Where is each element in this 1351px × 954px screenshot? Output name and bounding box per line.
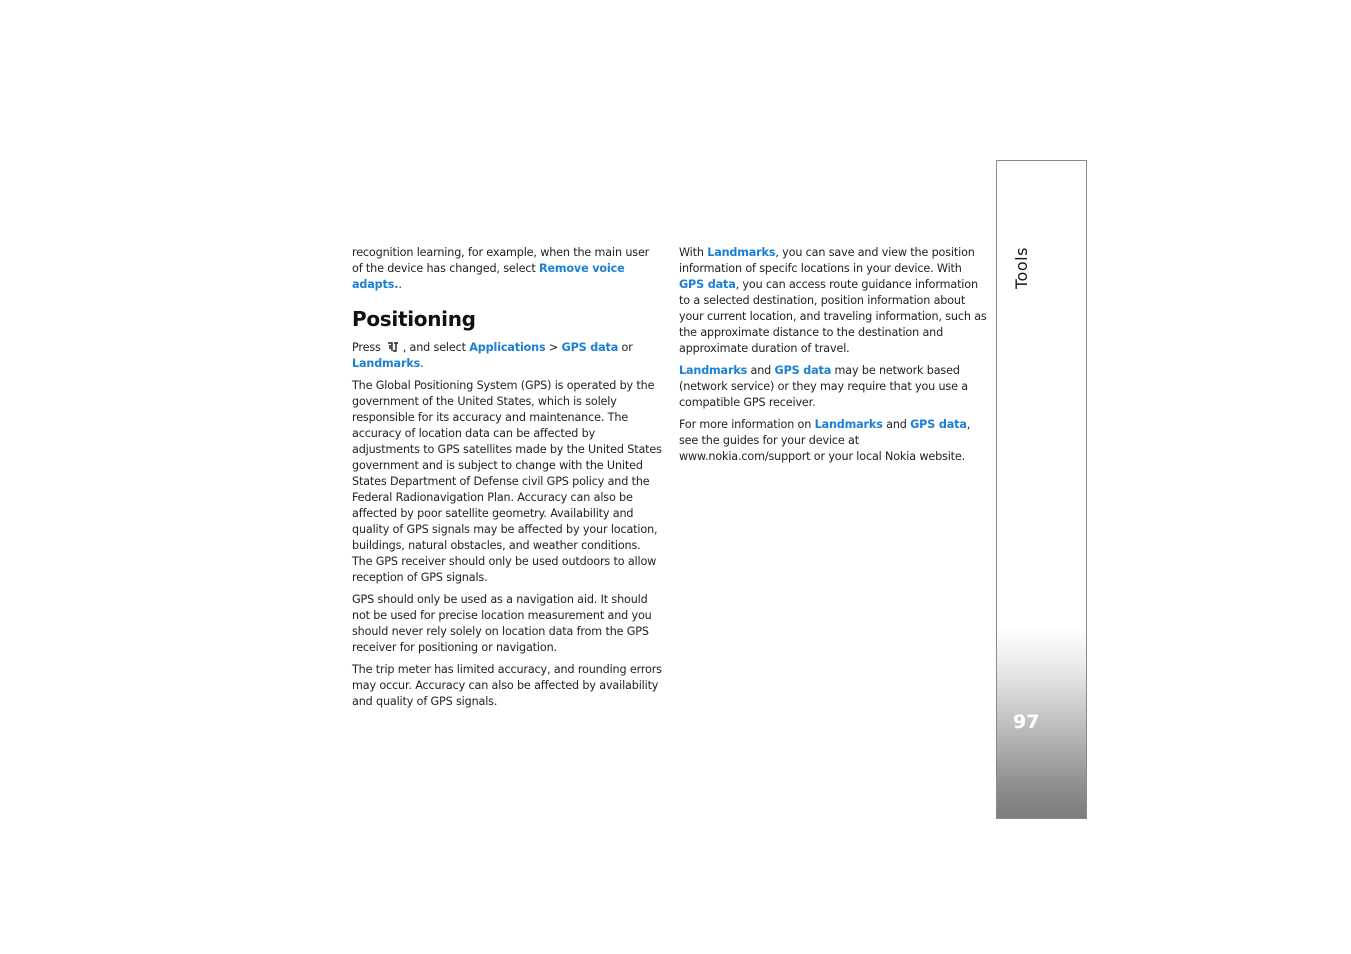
gps-data-description: , you can access route guidance information to a selected destination, position information about your current location, and traveling information, such as the approximate distance to the destination and approximate duration of travel. [679,278,987,355]
landmarks-description: , you can save and view the position information of specifc locations in your device. With [679,246,975,275]
path-separator: > [545,341,562,354]
landmarks-link[interactable]: Landmarks [707,246,776,259]
gps-data-link[interactable]: GPS data [774,364,832,377]
right-column [679,245,987,471]
left-column [352,245,662,716]
gps-system-paragraph: The Global Positioning System (GPS) is operated by the government of the United States, which is solely responsible for its accuracy and maintenance. The accuracy of location data can be affected by adjustments to GPS satellites made by the United States government and is subject to change with the United States Department of Defense civil GPS policy and the Federal Radionavigation Plan. Accuracy can also be affected by poor satellite geometry. Availability and quality of GPS signals may be affected by your location, buildings, natural obstacles, and weather conditions. The GPS receiver should only be used outdoors to allow reception of GPS signals. [352,379,662,584]
landmarks-link[interactable]: Landmarks [679,364,748,377]
intro-text-end: . [398,278,402,291]
press-instruction [352,340,662,372]
press-text-2: , and select [402,341,470,354]
landmarks-link[interactable]: Landmarks [814,418,883,431]
chapter-label: Tools [1012,247,1031,289]
navigation-aid-paragraph: GPS should only be used as a navigation aid. It should not be used for precise location measurement and you should never rely solely on location data from the GPS receiver for positioning or navigation. [352,593,652,654]
section-heading-positioning: Positioning [352,307,476,331]
intro-text: recognition learning, for example, when the main user of the device has changed, select [352,246,650,275]
press-end: . [420,357,424,370]
more-info-text-end: , see the guides for your device at www.nokia.com/support or your local Nokia website. [679,418,971,463]
intro-paragraph [352,245,662,293]
network-based-paragraph [679,363,987,411]
gps-data-link[interactable]: GPS data [910,418,967,431]
more-info-paragraph [679,417,987,465]
gps-data-link[interactable]: GPS data [679,278,736,291]
network-based-text: may be network based (network service) or they may require that you use a compatible GPS receiver. [679,364,968,409]
applications-link[interactable]: Applications [469,341,546,354]
landmarks-link[interactable]: Landmarks [352,357,421,370]
gps-data-link[interactable]: GPS data [561,341,619,354]
or-text: or [618,341,633,354]
press-text: Press [352,341,381,354]
chapter-side-tab [996,160,1087,819]
trip-meter-paragraph: The trip meter has limited accuracy, and rounding errors may occur. Accuracy can also be affected by availability and quality of GPS signals. [352,663,662,708]
more-info-text: For more information on [679,418,815,431]
and-text: and [747,364,775,377]
landmarks-intro-paragraph [679,245,987,357]
with-text: With [679,246,708,259]
remove-voice-adapts-link[interactable]: Remove voice adapts. [352,262,625,291]
menu-key-icon [386,341,400,353]
and-text: and [882,418,911,431]
page-number: 97 [1013,711,1040,733]
